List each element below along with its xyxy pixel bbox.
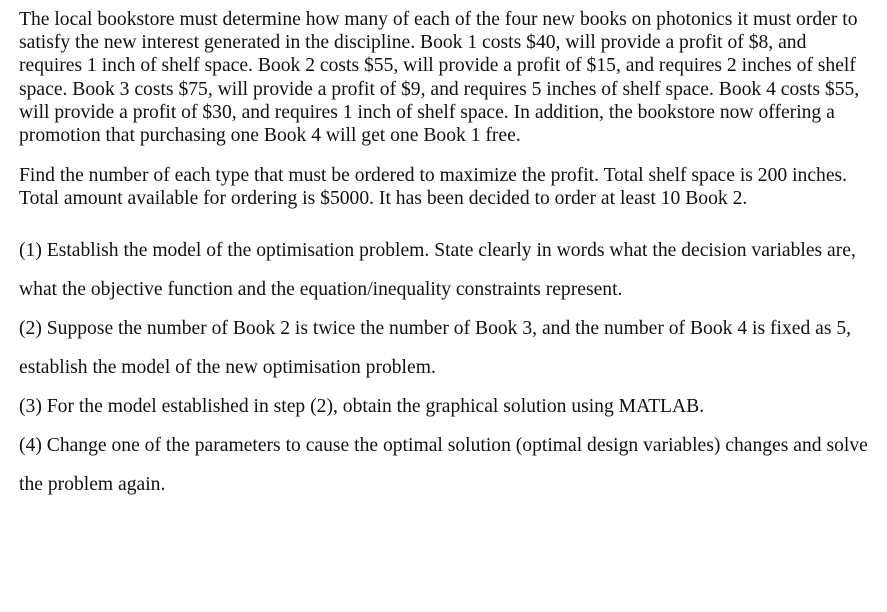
question-1: (1) Establish the model of the optimisation problem. State clearly in words what the decision variables are, what the objective function and the equation/inequality constraints represent. — [19, 239, 856, 300]
question-list — [19, 231, 871, 504]
question-4: (4) Change one of the parameters to cause the optimal solution (optimal design variables) changes and solve the problem again. — [19, 434, 868, 495]
problem-statement: The local bookstore must determine how many of each of the four new books on photonics it must order to satisfy the new interest generated in the discipline. Book 1 costs $40, will provide a profit of $8, and requires 1 inch of shelf space. Book 2 costs $55, will provide a profit of $15, and requires 2 inches of shelf space. Book 3 costs $75, will provide a profit of $9, and requires 5 inches of shelf space. Book 4 costs $55, will provide a profit of $30, and requires 1 inch of shelf space. In addition, the bookstore now offering a promotion that purchasing one Book 4 will get one Book 1 free. — [19, 9, 860, 147]
task-statement: Find the number of each type that must be ordered to maximize the profit. Total shelf space is 200 inches. Total amount available for ordering is $5000. It has been decided to order at least 10 Book 2. — [19, 165, 848, 210]
document-body — [19, 8, 871, 504]
question-2: (2) Suppose the number of Book 2 is twice the number of Book 3, and the number of Book 4 is fixed as 5, establish the model of the new optimisation problem. — [19, 317, 852, 378]
question-3: (3) For the model established in step (2), obtain the graphical solution using MATLAB. — [19, 395, 705, 417]
